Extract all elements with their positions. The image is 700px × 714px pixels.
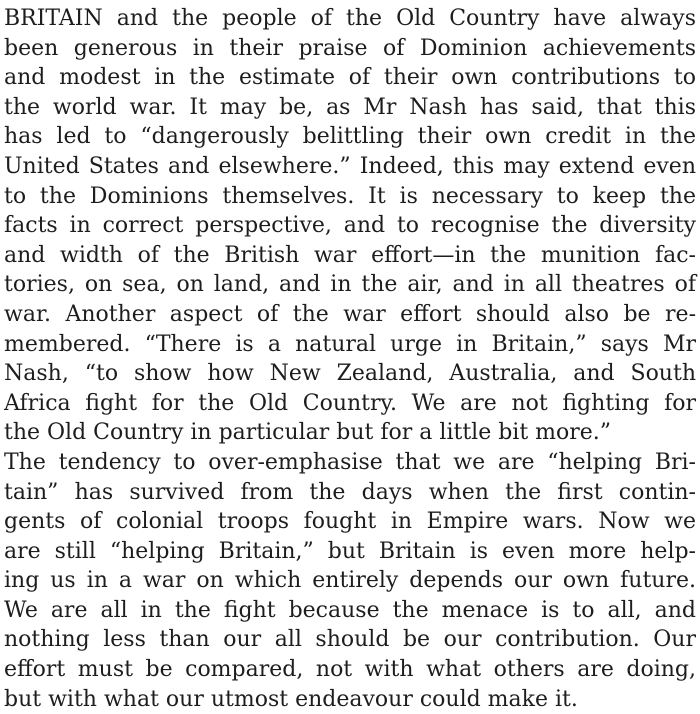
text-line: the Old Country in particular but for a little bit more.” [4,420,612,446]
text-line: has led to “dangerously belittling their own credit in the [4,124,696,150]
text-line: facts in correct perspective, and to recognise the diversity [4,213,696,239]
text-line: BRITAIN and the people of the Old Country have always [4,6,696,31]
text-line: The tendency to over-emphasise that we are “helping Bri- [4,449,696,475]
text-line: the world war. It may be, as Mr Nash has said, that this [4,94,696,120]
text-line: war. Another aspect of the war effort should also be re- [4,301,696,327]
text-line: to the Dominions themselves. It is necessary to keep the [4,183,696,209]
text-line: gents of colonial troops fought in Empire wars. Now we [4,509,696,535]
text-line: We are all in the fight because the menace is to all, and [4,597,696,623]
text-line: membered. “There is a natural urge in Britain,” says Mr [4,331,696,357]
text-line: but with what our utmost endeavour could make it. [4,686,578,712]
text-line: Africa fight for the Old Country. We are not fighting for [4,390,696,416]
text-line: and width of the British war effort—in the munition fac- [4,242,696,268]
text-line: are still “helping Britain,” but Britain is even more help- [4,538,696,564]
article-text [4,4,696,714]
text-line: and modest in the estimate of their own contributions to [4,65,696,91]
text-line: tain” has survived from the days when the first contin- [4,479,696,505]
text-line: ing us in a war on which entirely depends our own future. [4,568,696,594]
text-line: been generous in their praise of Dominion achievements [4,35,696,61]
text-line: tories, on sea, on land, and in the air, and in all theatres of [4,272,696,298]
text-line: Nash, “to show how New Zealand, Australia, and South [4,361,696,387]
text-line: effort must be compared, not with what others are doing, [4,657,696,683]
text-line: nothing less than our all should be our contribution. Our [4,627,696,653]
text-line: United States and elsewhere.” Indeed, this may extend even [4,153,696,179]
